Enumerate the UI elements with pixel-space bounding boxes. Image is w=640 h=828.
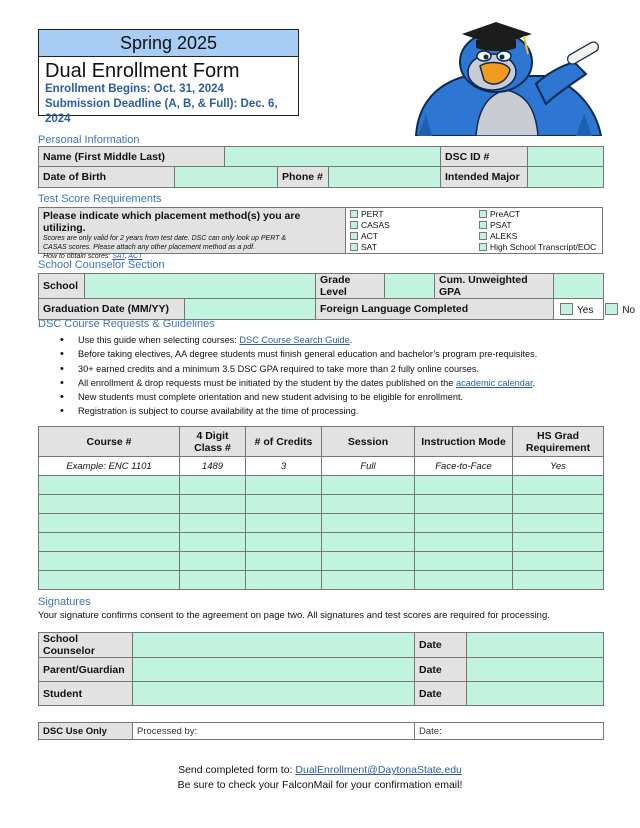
gpa-field[interactable]	[554, 274, 604, 299]
option-sat[interactable]: SAT	[350, 242, 390, 253]
parent-signature-field[interactable]	[133, 658, 415, 682]
checkbox[interactable]	[479, 210, 487, 218]
dsc-id-label: DSC ID #	[441, 147, 528, 167]
gpa-label: Cum. Unweighted GPA	[435, 274, 554, 299]
send-instructions: Send completed form to: DualEnrollment@DaytonaState.edu	[178, 764, 462, 776]
course-request-table	[38, 426, 604, 590]
list-item: • Use this guide when selecting courses: DSC Course Search Guide.	[60, 333, 620, 347]
date-label: Date	[415, 682, 467, 706]
option-hs-transcript[interactable]: High School Transcript/EOC	[479, 242, 596, 253]
placement-heading: Please indicate which placement method(s) you are utilizing.	[43, 210, 301, 234]
office-use-table	[38, 722, 604, 740]
no-checkbox[interactable]	[605, 303, 618, 315]
date-label: Date	[415, 658, 467, 682]
dob-field[interactable]	[175, 167, 278, 188]
office-date-field: Date:	[415, 723, 604, 740]
dob-label: Date of Birth	[39, 167, 175, 188]
option-aleks[interactable]: ALEKS	[479, 231, 596, 242]
guidelines-heading: DSC Course Requests & Guidelines	[38, 318, 215, 330]
test-scores-box	[38, 207, 603, 260]
list-item: • Before taking electives, AA degree students must finish general education and bachelor’s program pre-requisites.	[60, 347, 620, 361]
counselor-signature-field[interactable]	[133, 633, 415, 658]
signatures-heading: Signatures	[38, 596, 91, 608]
table-row	[39, 514, 604, 533]
personal-info-table	[38, 146, 604, 188]
obtain-scores-note: How to obtain scores: SAT, ACT	[43, 253, 143, 260]
validity-note-1: Scores are only valid for 2 years from test date. DSC can only look up PERT &	[43, 235, 287, 242]
option-preact[interactable]: PreACT	[479, 209, 596, 220]
major-label: Intended Major	[441, 167, 528, 188]
table-row	[39, 552, 604, 571]
header-course: Course #	[39, 427, 180, 457]
counselor-heading: School Counselor Section	[38, 259, 165, 271]
validity-note-2: CASAS scores. Please attach any other placement method as a pdf.	[43, 244, 256, 251]
placement-options-col-1	[350, 209, 390, 253]
footer	[0, 763, 640, 793]
option-act[interactable]: ACT	[350, 231, 390, 242]
header-instruction-mode: Instruction Mode	[415, 427, 513, 457]
list-item: • All enrollment & drop requests must be initiated by the student by the dates published on the academic calendar.	[60, 376, 620, 390]
confirmation-reminder: Be sure to check your FalconMail for your confirmation email!	[177, 779, 463, 791]
table-row	[39, 533, 604, 552]
form-title: Dual Enrollment Form	[45, 60, 240, 82]
yes-checkbox[interactable]	[560, 303, 573, 315]
submission-deadline: Submission Deadline (A, B, & Full): Dec. 6, 2024	[45, 98, 278, 125]
counselor-signature-label: School Counselor	[39, 633, 133, 658]
table-row	[39, 495, 604, 514]
course-search-guide-link[interactable]: DSC Course Search Guide	[239, 335, 350, 345]
yes-label: Yes	[577, 304, 594, 316]
placement-options-col-2	[479, 209, 596, 253]
option-psat[interactable]: PSAT	[479, 220, 596, 231]
grad-date-label: Graduation Date (MM/YY)	[39, 299, 185, 320]
checkbox[interactable]	[479, 232, 487, 240]
office-use-label: DSC Use Only	[39, 723, 133, 740]
name-field[interactable]	[225, 147, 441, 167]
checkbox[interactable]	[350, 243, 358, 251]
major-field[interactable]	[528, 167, 604, 188]
student-signature-label: Student	[39, 682, 133, 706]
no-label: No	[622, 304, 636, 316]
form-header	[38, 29, 299, 125]
table-row	[39, 571, 604, 590]
foreign-lang-label: Foreign Language Completed	[316, 299, 554, 320]
header-class-number: 4 Digit Class #	[180, 427, 246, 457]
school-field[interactable]	[85, 274, 316, 299]
sat-link[interactable]: SAT	[112, 253, 125, 260]
checkbox[interactable]	[350, 210, 358, 218]
dsc-id-field[interactable]	[528, 147, 604, 167]
list-item: • 30+ earned credits and a minimum 3.5 DSC GPA required to take more than 2 fully online courses.	[60, 362, 620, 376]
guidelines-list	[60, 333, 620, 419]
test-scores-instructions	[39, 208, 346, 260]
header-hs-grad: HS Grad Requirement	[513, 427, 604, 457]
parent-signature-label: Parent/Guardian	[39, 658, 133, 682]
act-link[interactable]: ACT	[128, 253, 143, 260]
checkbox[interactable]	[350, 232, 358, 240]
example-row: Example: ENC 1101 1489 3 Full Face-to-Face Yes	[39, 457, 604, 476]
parent-date-field[interactable]	[467, 658, 604, 682]
academic-calendar-link[interactable]: academic calendar	[455, 377, 533, 388]
checkbox[interactable]	[479, 221, 487, 229]
option-pert[interactable]: PERT	[350, 209, 390, 220]
signatures-note: Your signature confirms consent to the agreement on page two. All signatures and test scores are required for processing.	[38, 610, 550, 621]
list-item: • Registration is subject to course availability at the time of processing.	[60, 404, 620, 418]
name-label: Name (First Middle Last)	[39, 147, 225, 167]
header-session: Session	[322, 427, 415, 457]
option-casas[interactable]: CASAS	[350, 220, 390, 231]
falcon-mascot-icon	[396, 14, 606, 136]
header-credits: # of Credits	[246, 427, 322, 457]
signatures-table	[38, 632, 604, 706]
counselor-date-field[interactable]	[467, 633, 604, 658]
student-date-field[interactable]	[467, 682, 604, 706]
phone-field[interactable]	[329, 167, 441, 188]
email-link[interactable]: DualEnrollment@DaytonaState.edu	[295, 764, 462, 776]
processed-by-field: Processed by:	[133, 723, 415, 740]
grade-field[interactable]	[385, 274, 435, 299]
list-item: • New students must complete orientation and new student advising to be eligible for enrollment.	[60, 390, 620, 404]
table-row	[39, 476, 604, 495]
enrollment-begins: Enrollment Begins: Oct. 31, 2024	[45, 83, 224, 95]
counselor-table	[38, 273, 636, 320]
checkbox[interactable]	[479, 243, 487, 251]
school-label: School	[39, 274, 85, 299]
test-scores-heading: Test Score Requirements	[38, 193, 162, 205]
grad-date-field[interactable]	[185, 299, 316, 320]
personal-info-heading: Personal Information	[38, 134, 140, 146]
student-signature-field[interactable]	[133, 682, 415, 706]
foreign-lang-options	[554, 299, 636, 320]
phone-label: Phone #	[278, 167, 329, 188]
date-label: Date	[415, 633, 467, 658]
checkbox[interactable]	[350, 221, 358, 229]
grade-label: Grade Level	[316, 274, 385, 299]
season-banner: Spring 2025	[39, 30, 298, 57]
